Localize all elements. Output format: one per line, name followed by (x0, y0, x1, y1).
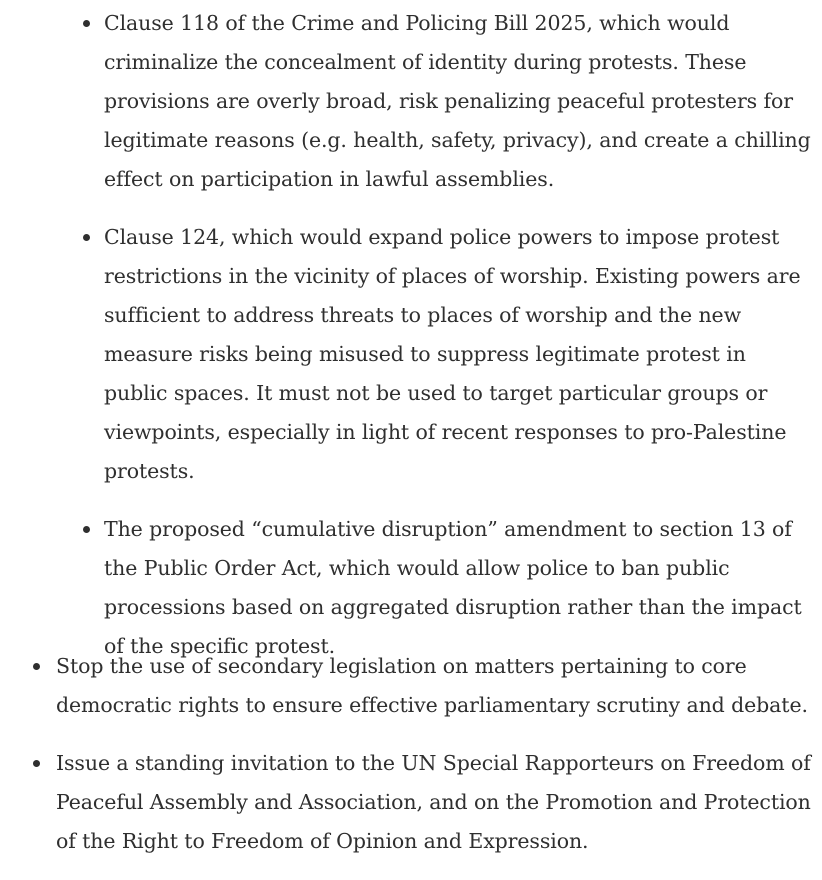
top-bullet-list (0, 647, 816, 880)
list-item (0, 4, 814, 199)
list-item (0, 218, 814, 491)
list-item (0, 510, 814, 666)
bullet-icon (83, 234, 90, 241)
bullet-icon (33, 760, 40, 767)
list-item-text: Issue a standing invitation to the UN Special Rapporteurs on Freedom of Peaceful Assembly and Association, and on the Promotion and Protection of the Right to Freedom of Opinion and Expression. (56, 751, 811, 853)
list-item-text: The proposed “cumulative disruption” amendment to section 13 of the Public Order Act, which would allow police to ban public processions based on aggregated disruption rather than the impact of the specific protest. (104, 517, 802, 658)
list-item-text: Clause 118 of the Crime and Policing Bill 2025, which would criminalize the concealment of identity during protests. These provisions are overly broad, risk penalizing peaceful protesters for legitimate reasons (e.g. health, safety, privacy), and create a chilling effect on participation in lawful assemblies. (104, 11, 811, 191)
list-item-text: Clause 124, which would expand police powers to impose protest restrictions in the vicinity of places of worship. Existing powers are sufficient to address threats to places of worship and the new measure risks being misused to suppress legitimate protest in public spaces. It must not be used to target particular groups or viewpoints, especially in light of recent responses to pro-Palestine protests. (104, 225, 801, 483)
bullet-icon (33, 663, 40, 670)
bullet-icon (83, 20, 90, 27)
nested-bullet-list (0, 4, 814, 685)
list-item (0, 744, 816, 861)
list-item-text: Stop the use of secondary legislation on matters pertaining to core democratic rights to ensure effective parliamentary scrutiny and debate. (56, 654, 808, 717)
list-item (0, 647, 816, 725)
bullet-icon (83, 526, 90, 533)
